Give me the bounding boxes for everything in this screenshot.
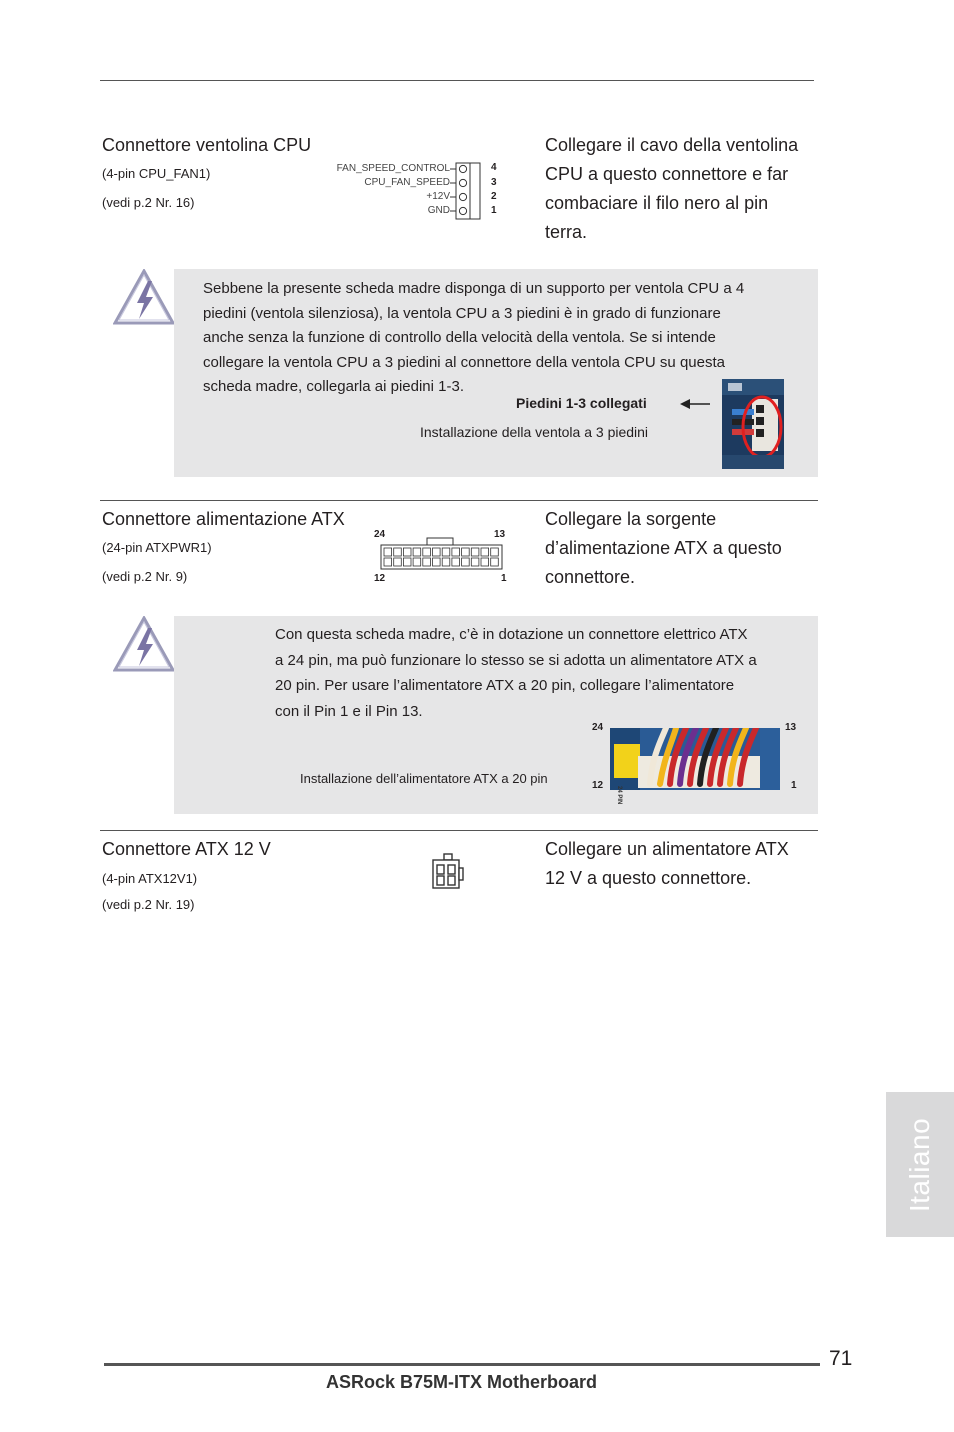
desc-line: d’alimentazione ATX a questo xyxy=(545,538,782,558)
desc-line: connettore. xyxy=(545,567,636,587)
pin-number: 3 xyxy=(491,177,497,188)
page-number: 71 xyxy=(829,1347,853,1370)
note-line: con il Pin 1 e il Pin 13. xyxy=(275,702,423,720)
pin-number: 1 xyxy=(791,780,797,791)
pin-number: 24 xyxy=(374,529,386,540)
desc-line: Collegare la sorgente xyxy=(545,509,717,529)
atx12-title: Connettore ATX 12 V xyxy=(102,839,271,859)
pin-label: GND xyxy=(427,205,450,216)
atx-sub2: (vedi p.2 Nr. 9) xyxy=(102,569,188,584)
pin-number: 1 xyxy=(501,573,507,584)
section-rule xyxy=(100,830,818,831)
atx-desc xyxy=(545,505,782,592)
top-rule xyxy=(100,80,814,81)
pin-number: 4 xyxy=(491,162,497,173)
footer-product: ASRock B75M-ITX Motherboard xyxy=(326,1372,598,1392)
desc-line: 12 V a questo connettore. xyxy=(545,868,752,888)
fan-install-caption: Installazione della ventola a 3 piedini xyxy=(420,424,649,440)
atx12-sub2: (vedi p.2 Nr. 19) xyxy=(102,897,195,912)
desc-line: terra. xyxy=(545,222,588,242)
pin-label: +12V xyxy=(426,191,450,202)
note-line: Con questa scheda madre, c’è in dotazione un connettore elettrico ATX xyxy=(275,626,748,643)
note-box-atx xyxy=(174,616,818,814)
atx-24pin-icon xyxy=(380,537,504,571)
note-line: a 24 pin, ma può funzionare lo stesso se si adotta un alimentatore ATX a xyxy=(275,651,757,669)
cpu-fan-desc xyxy=(545,131,798,247)
atx-title: Connettore alimentazione ATX xyxy=(102,509,345,529)
pin-number: 12 xyxy=(592,780,604,791)
pin-label: CPU_FAN_SPEED xyxy=(364,177,450,188)
note-text xyxy=(275,622,757,724)
cpu-fan-title: Connettore ventolina CPU xyxy=(102,135,312,155)
language-label: Italiano xyxy=(904,1117,935,1212)
note-text xyxy=(203,277,744,400)
footer-rule xyxy=(104,1363,820,1366)
atx-24pin-photo-label: 24 PIN xyxy=(616,786,622,805)
pin-number: 2 xyxy=(491,191,497,202)
language-side-tab xyxy=(886,1092,954,1237)
note-line: 20 pin. Per usare l’alimentatore ATX a 20 pin, collegare l’alimentatore xyxy=(275,677,735,694)
atx-connector-diagram xyxy=(370,527,510,587)
desc-line: CPU a questo connettore e far xyxy=(545,164,789,184)
pin-label: FAN_SPEED_CONTROL xyxy=(336,163,450,174)
pin-number: 24 xyxy=(592,722,604,733)
pin-number: 12 xyxy=(374,573,386,584)
warning-icon xyxy=(113,269,175,325)
note-line: collegare la ventola CPU a 3 piedini al connettore della ventola CPU su questa xyxy=(203,353,725,371)
note-line: piedini (ventola silenziosa), la ventola CPU a 3 piedini è in grado di funzionare xyxy=(203,304,721,322)
note-line: anche senza la funzione di controllo della velocità della ventola. Se si intende xyxy=(203,329,716,346)
note-line: scheda madre, collegarla ai piedini 1-3. xyxy=(203,378,464,395)
note-box-fan xyxy=(174,269,818,477)
cpu-fan-pin-diagram xyxy=(330,160,510,222)
desc-line: Collegare un alimentatore ATX xyxy=(545,839,789,859)
atx-sub1: (24-pin ATXPWR1) xyxy=(102,540,212,555)
cpu-fan-sub1: (4-pin CPU_FAN1) xyxy=(102,166,211,181)
arrow-left-icon xyxy=(680,397,710,411)
note-line: Sebbene la presente scheda madre disponga di un supporto per ventola CPU a 4 xyxy=(203,280,745,297)
fan-header-icon xyxy=(450,160,490,222)
warning-icon xyxy=(113,616,175,672)
pins-connected-label: Piedini 1-3 collegati xyxy=(516,395,647,411)
desc-line: combaciare il filo nero al pin xyxy=(545,193,769,213)
pin-number: 13 xyxy=(785,722,797,733)
fan-header-photo xyxy=(722,379,784,469)
atx12-desc xyxy=(545,835,789,893)
atx-install-caption: Installazione dell’alimentatore ATX a 20 pin xyxy=(300,771,548,786)
atx12-sub1: (4-pin ATX12V1) xyxy=(102,871,198,886)
atx12v-connector-icon xyxy=(430,852,466,890)
cpu-fan-sub2: (vedi p.2 Nr. 16) xyxy=(102,195,195,210)
atx-cable-photo xyxy=(610,728,780,790)
desc-line: Collegare il cavo della ventolina xyxy=(545,135,799,155)
section-rule xyxy=(100,500,818,501)
pin-number: 13 xyxy=(494,529,506,540)
pin-number: 1 xyxy=(491,205,497,216)
